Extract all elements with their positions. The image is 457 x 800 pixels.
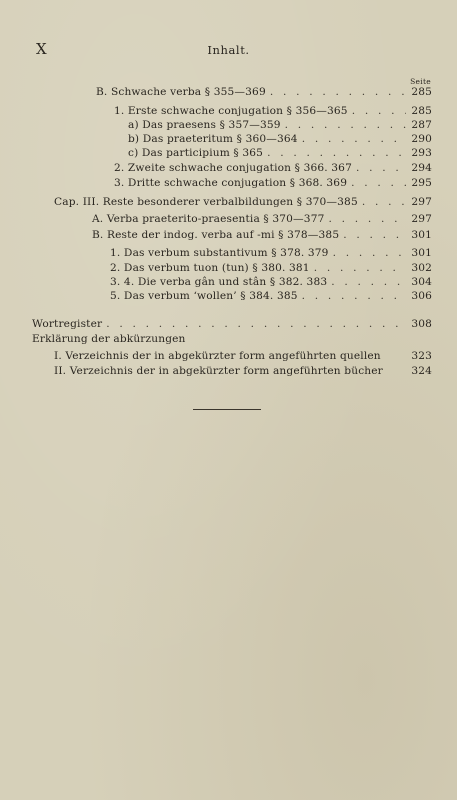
toc-entry-text: Erklärung der abkürzungen <box>32 333 186 345</box>
toc-entry-text: B. Reste der indog. verba auf -mi § 378—385 <box>92 229 340 241</box>
leader-dots <box>106 318 406 330</box>
toc-entry-text: 2. Das verbum tuon (tun) § 380. 381 <box>110 262 310 274</box>
toc-entry-text: 3. 4. Die verba gân und stân § 382. 383 <box>110 276 328 288</box>
leader-dots <box>356 162 406 174</box>
leader-dots <box>314 262 406 274</box>
toc-entry <box>92 229 432 243</box>
toc-entry-page: 287 <box>411 119 432 131</box>
toc-entry-text: c) Das participium § 365 <box>128 147 264 159</box>
toc-entry-page: 293 <box>411 147 432 159</box>
toc-entry <box>128 133 432 147</box>
toc-entry-page: 324 <box>411 365 432 377</box>
toc-entry <box>110 276 432 290</box>
toc-entry <box>110 262 432 276</box>
closing-rule <box>193 409 261 410</box>
toc-entry <box>110 290 432 304</box>
toc-entry-text: 1. Erste schwache conjugation § 356—365 <box>114 105 348 117</box>
toc-entry-text: 3. Dritte schwache conjugation § 368. 369 <box>114 177 348 189</box>
toc-entry-page: 301 <box>411 229 432 241</box>
leader-dots <box>352 105 406 117</box>
toc-entry-page: 285 <box>411 86 432 98</box>
leader-dots <box>362 196 406 208</box>
toc-entry <box>128 119 432 133</box>
leader-dots <box>267 147 406 159</box>
toc-entry <box>114 177 432 191</box>
toc-entry-page: 301 <box>411 247 432 259</box>
toc-entry-text: 2. Zweite schwache conjugation § 366. 367 <box>114 162 352 174</box>
running-title: Inhalt. <box>207 43 250 57</box>
toc-entry <box>54 196 432 210</box>
toc-entry-page: 285 <box>411 105 432 117</box>
toc-entry-page: 308 <box>411 318 432 330</box>
toc-entry-text: 5. Das verbum ‘wollen’ § 384. 385 <box>110 290 298 302</box>
leader-dots <box>270 86 406 98</box>
leader-dots <box>343 229 406 241</box>
page-number-roman: X <box>36 40 48 58</box>
toc-entry-page: 294 <box>411 162 432 174</box>
leader-dots <box>333 247 406 259</box>
toc-entry-page: 290 <box>411 133 432 145</box>
leader-dots <box>328 213 406 225</box>
toc-entry-page: 304 <box>411 276 432 288</box>
toc-entry <box>54 365 432 379</box>
leader-dots <box>302 290 406 302</box>
toc-entry-text: b) Das praeteritum § 360—364 <box>128 133 298 145</box>
toc-entry-text: Wortregister <box>32 318 103 330</box>
toc-entry <box>54 350 432 364</box>
toc-entry-text: A. Verba praeterito-praesentia § 370—377 <box>92 213 325 225</box>
leader-dots <box>331 276 406 288</box>
toc-entry-text: Cap. III. Reste besonderer verbalbildungen § 370—385 <box>54 196 358 208</box>
toc-entry-page: 323 <box>411 350 432 362</box>
toc-entry <box>32 333 432 347</box>
leader-dots <box>285 119 406 131</box>
toc-entry-text: 1. Das verbum substantivum § 378. 379 <box>110 247 329 259</box>
toc-entry <box>96 86 432 100</box>
leader-dots <box>302 133 406 145</box>
toc-entry <box>110 247 432 261</box>
toc-entry <box>32 318 432 332</box>
leader-dots <box>351 177 406 189</box>
toc-entry-page: 302 <box>411 262 432 274</box>
toc-entry <box>114 162 432 176</box>
toc-entry-text: a) Das praesens § 357—359 <box>128 119 281 131</box>
toc-entry-page: 297 <box>411 213 432 225</box>
toc-entry-text: B. Schwache verba § 355—369 <box>96 86 266 98</box>
toc-entry-page: 297 <box>411 196 432 208</box>
toc-entry-text: II. Verzeichnis der in abgekürzter form angeführten bücher <box>54 365 383 377</box>
toc-entry <box>114 105 432 119</box>
toc-entry <box>92 213 432 227</box>
toc-entry-page: 295 <box>411 177 432 189</box>
toc-entry-page: 306 <box>411 290 432 302</box>
toc-entry <box>128 147 432 161</box>
page-column-label: Seite <box>410 77 431 86</box>
toc-entry-text: I. Verzeichnis der in abgekürzter form angeführten quellen <box>54 350 381 362</box>
